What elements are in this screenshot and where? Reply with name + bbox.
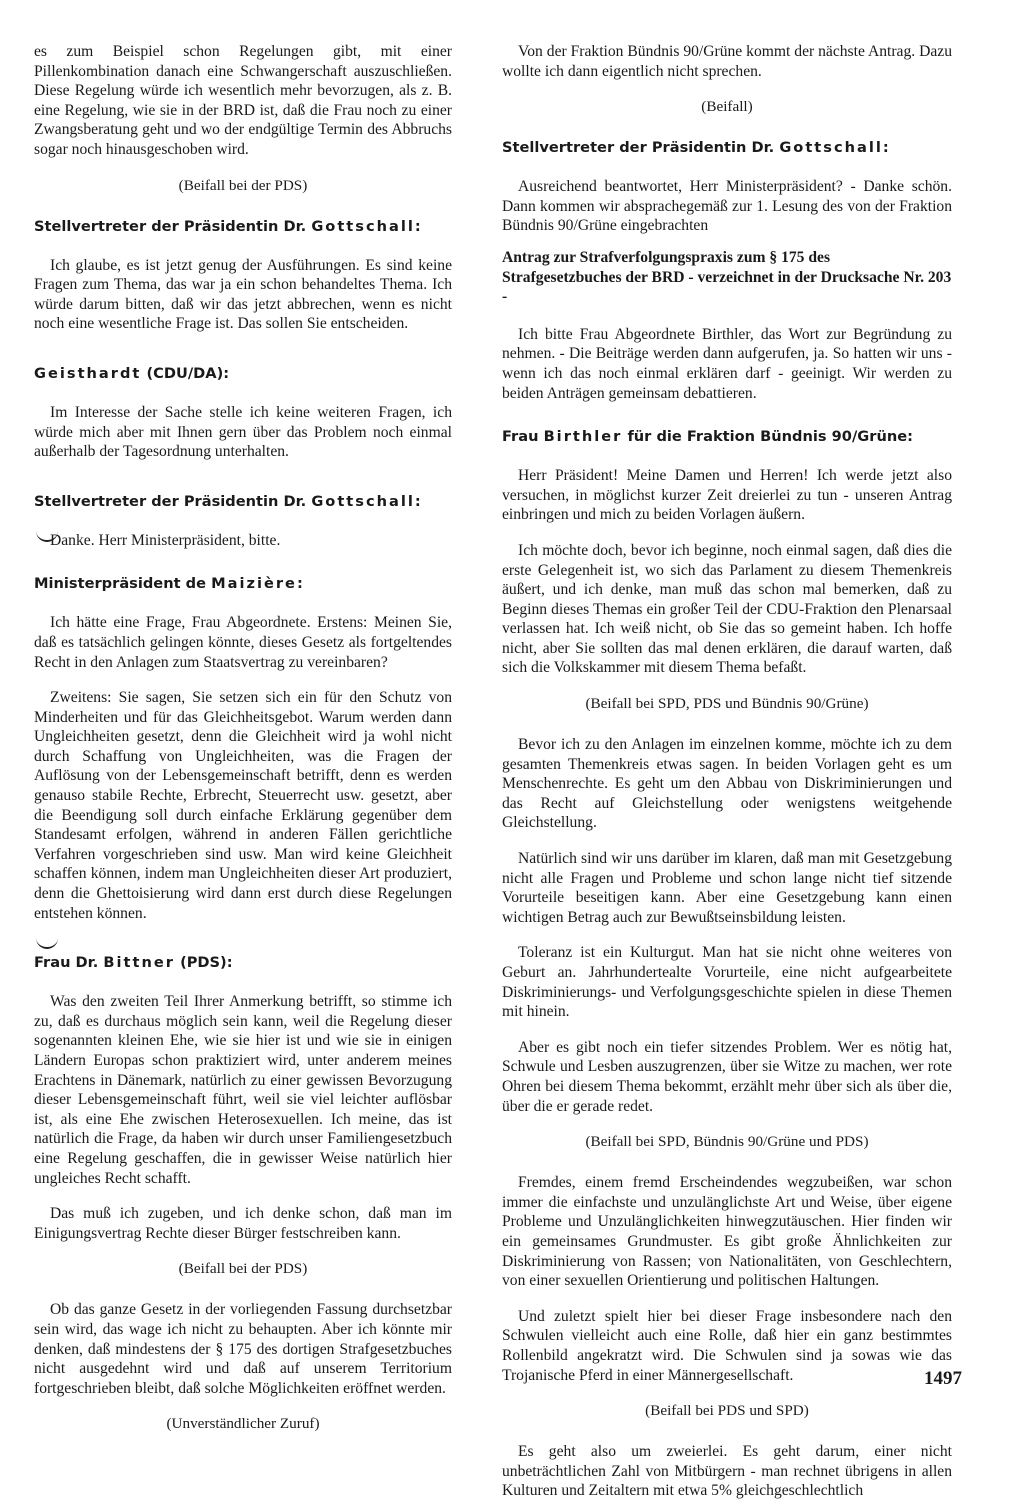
speaker-role: Ministerpräsident de: [34, 575, 212, 593]
paragraph: Danke. Herr Ministerpräsident, bitte.: [50, 531, 281, 549]
paragraph: Ich glaube, es ist jetzt genug der Ausführungen. Es sind keine Fragen zum Thema, das war ja ein schon behandeltes Thema. Ich würde darum bitten, daß wir das jetzt abbrechen, wenn es nicht noch eine wesentliche Frage ist. Das sollen Sie entscheiden.: [34, 256, 452, 333]
paragraph: Was den zweiten Teil Ihrer Anmerkung betrifft, so stimme ich zu, daß es durchaus möglich sein kann, weil die Regelung dieser sogenannten kleinen Ehe, wie sie hier ist und wie sie in einigen Ländern Europas schon praktiziert wird, unter anderem meines Erachtens in Dänemark, natürlich zu einer gewissen Bevorzugung dieser Lebensgemeinschaft führt, weil sie viel leichter auflösbar ist, als eine Ehe zwischen Heterosexuellen. Ich meine, das ist natürlich die Frage, da haben wir durch unser Familiengesetzbuch eine Regelung geschaffen, die in gewisser Weise natürlich hier ungleiches Recht schafft.: [34, 993, 452, 1187]
speaker-heading: [34, 574, 452, 593]
applause-note: (Beifall bei SPD, Bündnis 90/Grüne und PDS): [585, 1133, 869, 1151]
applause-note: (Beifall): [701, 98, 753, 116]
speaker-heading: [34, 217, 452, 236]
paragraph: Herr Präsident! Meine Damen und Herren! Ich werde jetzt also versuchen, in möglichst kurzer Zeit dreierlei zu tun - unseren Antrag einbringen und mich zu beiden Vorlagen äußern.: [502, 467, 952, 524]
speaker-name: Gottschall:: [311, 492, 423, 510]
paragraph: Im Interesse der Sache stelle ich keine weiteren Fragen, ich würde mich aber mit Ihnen gern über das Problem noch einmal außerhalb der Tagesordnung unterhalten.: [34, 403, 452, 461]
speaker-party: für die Fraktion Bündnis 90/Grüne:: [622, 428, 913, 446]
paragraph: es zum Beispiel schon Regelungen gibt, mit einer Pillenkombination danach eine Schwangerschaft auszuschließen. Diese Regelung würde ich wesentlich mehr bevorzugen, als z. B. eine Regelung, wie sie in der BRD ist, daß die Frau noch zu einer Zwangsberatung geht und wo der endgültige Termin des Abbruchs sogar noch hinausgeschoben wird.: [34, 43, 452, 158]
speaker-heading: [34, 364, 452, 383]
speaker-party: (CDU/DA):: [141, 364, 230, 382]
speaker-name: Bittner: [103, 954, 175, 972]
speaker-role: Stellvertreter der Präsidentin Dr.: [34, 217, 312, 235]
right-column: [502, 42, 952, 1501]
speaker-heading: [34, 492, 452, 511]
applause-note: (Beifall bei der PDS): [178, 1260, 308, 1278]
speaker-heading: [34, 953, 452, 972]
paragraph: Ob das ganze Gesetz in der vorliegenden Fassung durchsetzbar sein wird, das wage ich nicht zu behaupten. Aber ich könnte mir denken, daß mindestens der § 175 des dortigen Strafgesetzbuches nicht ausgedehnt wird und daß auf unserem Territorium fortgeschrieben bleibt, daß solche Möglichkeiten eröffnet werden.: [34, 1301, 452, 1397]
applause-note: (Beifall bei der PDS): [178, 176, 308, 194]
applause-note: (Beifall bei SPD, PDS und Bündnis 90/Grüne): [585, 695, 869, 713]
speaker-heading: [502, 427, 952, 446]
paragraph: Ausreichend beantwortet, Herr Ministerpräsident? - Danke schön. Dann kommen wir absprachegemäß zur 1. Lesung des von der Fraktion Bündnis 90/Grüne eingebrachten: [502, 178, 952, 235]
paragraph: Zweitens: Sie sagen, Sie setzen sich ein für den Schutz von Minderheiten und für das Gleichheitsgebot. Warum werden dann Ungleichheiten gesetzt, denn die Gleichheit wird ja wohl nicht durch Schaffung von Ungleichheiten, was die Fragen der Auflösung von der Lebensgemeinschaft betrifft, denn es werden genauso stabile Rechte, Erbrecht, Steuerrecht usw. gesetzt, aber die Beendigung soll durch einfache Erklärung gegenüber dem Standesamt erfolgen, während in anderen Fällen gerichtliche Verfahren vorgeschrieben sind usw. Man wird keine Gleichheit schaffen können, indem man Ungleichheiten dieser Art produziert, denn die Ghettoisierung wird dann erst durch diese Regelungen entstehen können.: [34, 689, 452, 922]
motion-title: Antrag zur Strafverfolgungspraxis zum § 175 des Strafgesetzbuches der BRD - verzeichnet in der Drucksache Nr. 203 -: [502, 248, 952, 306]
applause-note: (Beifall bei PDS und SPD): [645, 1402, 809, 1420]
speaker-role: Stellvertreter der Präsidentin Dr.: [502, 139, 780, 157]
speaker-party: (PDS):: [174, 954, 233, 972]
page-number: 1497: [924, 1368, 962, 1389]
paragraph: Toleranz ist ein Kulturgut. Man hat sie nicht ohne weiteres von Geburt an. Jahrhundertealte Vorurteile, eine nicht aufgearbeitete Diskriminierungs- und Verfolgungsgeschichte spielen in diese Themen mit hinein.: [502, 944, 952, 1021]
paragraph: Aber es gibt noch ein tiefer sitzendes Problem. Wer es nötig hat, Schwule und Lesben auszugrenzen, über sie Witze zu machen, wer rote Ohren bei diesem Thema bekommt, erzählt mehr über sich als über die, über die er gerade redet.: [502, 1038, 952, 1115]
paragraph: Ich bitte Frau Abgeordnete Birthler, das Wort zur Begründung zu nehmen. - Die Beiträge werden dann aufgerufen, ja. So hatten wir uns - wenn ich das noch einmal erklären darf - geeinigt. Wir werden zu beiden Anträgen gemeinsam debattieren.: [502, 325, 952, 402]
paragraph: Bevor ich zu den Anlagen im einzelnen komme, möchte ich zu dem gesamten Themenkreis etwas sagen. In beiden Vorlagen geht es um Menschenrechte. Es geht um den Abbau von Diskriminierungen und das Recht auf Gleichstellung oder wenigstens weitgehende Gleichstellung.: [502, 736, 952, 832]
speaker-heading: [502, 138, 952, 157]
speaker-name: Gottschall:: [311, 217, 423, 235]
speaker-name: Maizière:: [211, 575, 305, 593]
left-column: [34, 42, 452, 1455]
speaker-name: Gottschall:: [779, 139, 891, 157]
speaker-role: Frau: [502, 428, 544, 446]
interjection-note: (Unverständlicher Zuruf): [166, 1415, 320, 1433]
paragraph: Natürlich sind wir uns darüber im klaren, daß man mit Gesetzgebung nicht alle Fragen und Probleme und schon lange nicht tief sitzende Vorurteile beseitigen kann. Aber eine Gesetzgebung kann einen wichtigen Betrag auch zur Bewußtseinsbildung leisten.: [502, 850, 952, 926]
paragraph: Ich möchte doch, bevor ich beginne, noch einmal sagen, daß dies die erste Gelegenheit ist, wo sich das Parlament zu diesem Themenkreis äußert, und ich denke, man muß das schon mal bemerken, daß zu Beginn dieses Themas ein großer Teil der CDU-Fraktion den Plenarsaal verlassen hat. Ich weiß nicht, ob Sie das so gemeint haben. Ich hoffe nicht, aber Sie sollten das mal denen erklären, die darauf warten, daß sich die Volkskammer mit diesem Thema befaßt.: [502, 541, 952, 677]
speaker-role: Stellvertreter der Präsidentin Dr.: [34, 492, 312, 510]
paragraph: Und zuletzt spielt hier bei dieser Frage insbesondere nach den Schwulen vielleicht auch eine Rolle, daß hier ein ganz bestimmtes Rollenbild angekratzt wird. Die Schwulen sind ja sowas wie das Trojanische Pferd in einer Männergesellschaft.: [502, 1307, 952, 1384]
paragraph: Das muß ich zugeben, und ich denke schon, daß man im Einigungsvertrag Rechte dieser Bürger festschreiben kann.: [34, 1205, 452, 1242]
speaker-name: Geisthardt: [34, 364, 142, 382]
paragraph: Von der Fraktion Bündnis 90/Grüne kommt der nächste Antrag. Dazu wollte ich dann eigentlich nicht sprechen.: [502, 43, 952, 80]
paragraph: Fremdes, einem fremd Erscheindendes wegzubeißen, war schon immer die einfachste und unzulänglichste Art und Weise, über eigene Probleme und Unzulänglichkeiten hinwegzutäuschen. Hier finden wir ein gemeinsames Grundmuster. Es gibt große Ähnlichkeiten zur Diskriminierung von Rassen; von Nationalitäten, von Geschlechtern, von einer sexuellen Orientierung und politischen Haltungen.: [502, 1174, 952, 1290]
speaker-name: Birthler: [543, 428, 623, 446]
paragraph: Ich hätte eine Frage, Frau Abgeordnete. Erstens: Meinen Sie, daß es tatsächlich gelingen könnte, dieses Gesetz als fortgeltendes Recht in den Anlagen zum Staatsvertrag zu vereinbaren?: [34, 614, 452, 671]
speaker-role: Frau Dr.: [34, 954, 104, 972]
paragraph: Es geht also um zweierlei. Es geht darum, einer nicht unbeträchtlichen Zahl von Mitbürgern - man rechnet übrigens in allen Kulturen und Zeitaltern mit etwa 5% gleichgeschlechtlich: [502, 1443, 952, 1500]
